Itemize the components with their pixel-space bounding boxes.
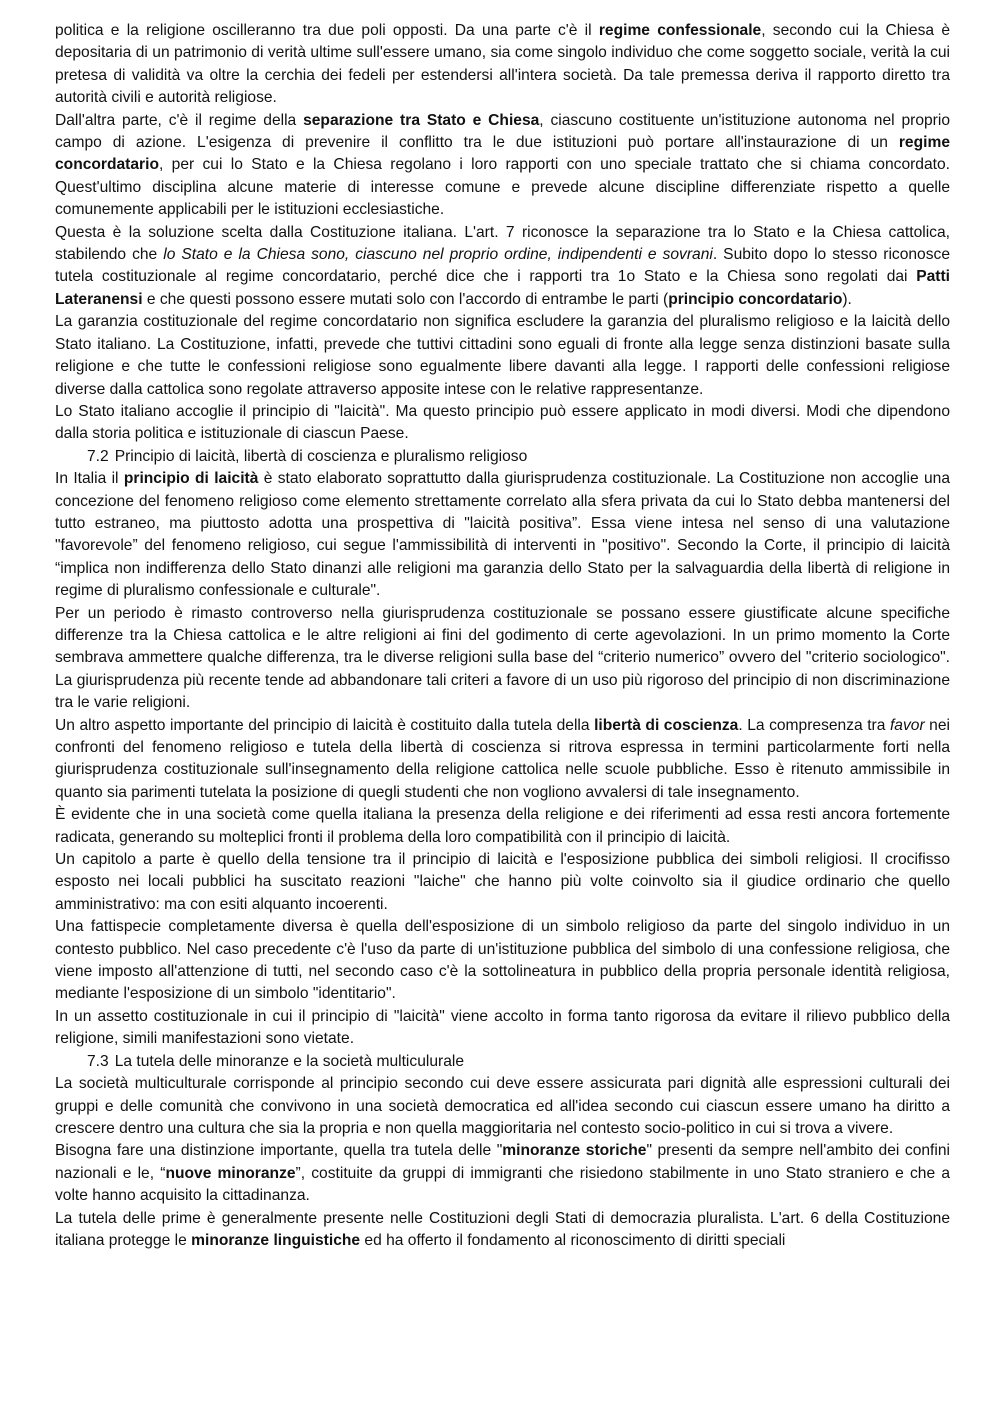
text-run: . La compresenza tra [738,716,890,734]
paragraph-liberta-coscienza [55,715,950,805]
bold-term: principio di laicità [123,470,259,488]
bold-term: principio concordatario [668,290,843,308]
text-run: , ciascuno costituente un'istituzione autonoma nel proprio campo di azione. L'esigenza di prevenire il conflitto tra le due istituzioni può portare all'instaurazione di un [55,111,950,152]
section-heading-7-2 [87,446,950,468]
section-title: La tutela delle minoranze e la società multiculurale [114,1052,465,1070]
text-run: politica e la religione oscilleranno tra due poli opposti. Da una parte c'è il [55,22,599,39]
bold-term: separazione tra Stato e Chiesa [303,111,540,129]
paragraph-principio-laicita [55,468,950,602]
bold-term: nuove minoranze [165,1164,296,1182]
section-number: 7.3 [87,1052,109,1070]
text-run: Dall'altra parte, c'è il regime della [55,111,304,129]
paragraph-laicita-modi [55,401,950,446]
paragraph-societa-multiculturale [55,1073,950,1140]
text-run: , per cui lo Stato e la Chiesa regolano i loro rapporti con uno speciale trattato che si chiama concordato. Quest'ultimo disciplina alcune materie di interesse comune e prevede alcune discipline differenziate rispetto a quelle comunemente applicabili per le istituzioni ecclesiastiche. [55,156,950,219]
paragraph-simboli-religiosi [55,849,950,916]
text-run: La tutela delle prime è generalmente presente nelle Costituzioni degli Stati di democrazia pluralista. L'art. 6 della Costituzione italiana protegge le [55,1209,950,1249]
text-run: La garanzia costituzionale del regime concordatario non significa escludere la garanzia del pluralismo religioso e la laicità dello Stato italiano. La Costituzione, infatti, prevede che tuttivi cittadini sono eguali di fronte alla legge senza distinzioni basate sulla religione e che tutte le confessioni religiose sono egualmente libere davanti alla legge. I rapporti delle confessioni religiose diverse dalla cattolica sono regolate attraverso apposite intese con le relative rappresentanze. [55,313,950,398]
italic-term: favor [889,716,925,734]
text-run: Questa è la soluzione scelta dalla Costituzione italiana. L'art. 7 riconosce la separazione tra lo Stato e la Chiesa cattolica, stabilendo che [55,223,950,264]
section-heading-7-3 [87,1051,950,1073]
section-number: 7.2 [87,447,109,465]
text-run: è stato elaborato soprattutto dalla giurisprudenza costituzionale. La Costituzione non accoglie una concezione del fenomeno religioso come elemento strettamente correlato alla sfera privata da cui lo Stato debba mantenersi del tutto estraneo, ma piuttosto adotta una prospettiva di "laicità positiva”. Essa viene intesa nel senso di una valutazione "favorevole” del fenomeno religioso, cui segue l'ammissibilità di interventi in "positivo". Secondo la Corte, il principio di laicità “implica non indifferenza dello Stato dinanzi alle religioni ma garanzia dello Stato per la salvaguardia della libertà di religione in regime di pluralismo confessionale e culturale". [55,470,950,600]
bold-term: regime confessionale [598,22,762,39]
text-run: , secondo cui la Chiesa è depositaria di un patrimonio di verità ultime sull'essere umano, sia come singolo individuo che come soggetto sociale, verità la cui pretesa di validità va oltre la cerchia dei fedeli per estendersi all'intera società. Da tale premessa deriva il rapporto diretto tra autorità civili e autorità religiose. [55,22,950,107]
text-run: In Italia il [55,470,124,488]
text-run: Lo Stato italiano accoglie il principio di "laicità". Ma questo principio può essere applicato in modi diversi. Modi che dipendono dalla storia politica e istituzionale di ciascun Paese. [55,402,950,443]
text-run: Una fattispecie completamente diversa è quella dell'esposizione di un simbolo religioso da parte del singolo individuo in un contesto pubblico. Nel caso precedente c'è l'uso da parte di un'istituzione pubblica del simbolo di una confessione religiosa, che viene imposto all'attenzione di tutti, nel secondo caso c'è la sottolineatura in pubblico della propria personale identità religiosa, mediante l'esposizione di un simbolo "identitario". [55,918,950,1003]
text-run: " presenti da sempre nell'ambito dei confini nazionali e le, “ [55,1142,950,1182]
bold-term: minoranze storiche [502,1142,647,1160]
paragraph-minoranze-linguistiche [55,1208,950,1253]
bold-term: regime concordatario [55,134,950,174]
text-run: In un assetto costituzionale in cui il principio di "laicità" viene accolto in forma tanto rigorosa da evitare il rilievo pubblico della religione, simili manifestazioni sono vietate. [55,1007,950,1048]
text-run: Bisogna fare una distinzione importante, quella tra tutela delle " [55,1142,503,1160]
paragraph-separazione [55,110,950,222]
paragraph-costituzione-art7 [55,222,950,312]
paragraph-manifestazioni-vietate [55,1006,950,1051]
text-run: ). [842,290,852,308]
paragraph-simbolo-individuo [55,916,950,1006]
bold-term: Patti Lateranensi [55,268,950,308]
text-run: . Subito dopo lo stesso riconosce tutela costituzionale al regime concordatario, perché dice che i rapporti tra 1o Stato e la Chiesa sono regolati dai [55,246,951,286]
paragraph-regime-confessionale [55,20,950,110]
text-run: Per un periodo è rimasto controverso nella giurisprudenza costituzionale se possano essere giustificate alcune specifiche differenze tra la Chiesa cattolica e le altre religioni ai fini del godimento di certe agevolazioni. In un primo momento la Corte sembrava ammettere qualche differenza, tra le diverse religioni sulla base del “criterio numerico” ovvero del "criterio sociologico". La giurisprudenza più recente tende ad abbandonare tali criteri a favore di un uso più rigoroso del principio di non discriminazione tra le varie religioni. [55,604,950,712]
section-title: Principio di laicità, libertà di coscienza e pluralismo religioso [114,447,528,465]
paragraph-giurisprudenza-differenze [55,603,950,715]
paragraph-garanzia-pluralismo [55,311,950,401]
text-run: nei confronti del fenomeno religioso e tutela della libertà di coscienza si ritrova espressa in termini particolarmente forti nella giurisprudenza costituzionale sull'insegnamento della religione cattolica nelle scuole pubbliche. Esso è ritenuto ammissibile in quanto sia parimenti tutelata la posizione di quegli studenti che non vogliono avvalersi di tale insegnamento. [55,716,950,801]
bold-term: libertà di coscienza [594,716,739,734]
text-run: ed ha offerto il fondamento al riconoscimento di diritti speciali [360,1231,786,1249]
text-run: e che questi possono essere mutati solo con l'accordo di entrambe le parti ( [142,290,669,308]
text-run: La società multiculturale corrisponde al principio secondo cui deve essere assicurata pari dignità alle espressioni culturali dei gruppi e delle comunità che convivono in una società democratica ed all'idea secondo cui ciascun essere umano ha diritto a crescere dentro una cultura che sia la propria e non quella maggioritaria nel contesto socio-politico in cui si trova a vivere. [55,1075,950,1137]
paragraph-minoranze [55,1140,950,1207]
italic-quote: lo Stato e la Chiesa sono, ciascuno nel proprio ordine, indipendenti e sovrani [163,246,713,264]
paragraph-societa-italiana [55,804,950,849]
text-run: Un altro aspetto importante del principio di laicità è costituito dalla tutela della [55,716,595,734]
text-run: ”, costituite da gruppi di immigranti che risiedono stabilmente in uno Stato straniero e che a volte hanno acquisito la cittadinanza. [55,1164,950,1205]
bold-term: minoranze linguistiche [191,1231,361,1249]
text-run: È evidente che in una società come quella italiana la presenza della religione e dei riferimenti ad essa resti ancora fortemente radicata, generando su molteplici fronti il problema della loro compatibilità con il principio di laicità. [55,806,950,846]
text-run: Un capitolo a parte è quello della tensione tra il principio di laicità e l'esposizione pubblica dei simboli religiosi. Il crocifisso esposto nei locali pubblici ha suscitato reazioni "laiche" che hanno più volte coinvolto sia il giudice ordinario che quello amministrativo: ma con esiti alquanto incoerenti. [55,851,950,913]
